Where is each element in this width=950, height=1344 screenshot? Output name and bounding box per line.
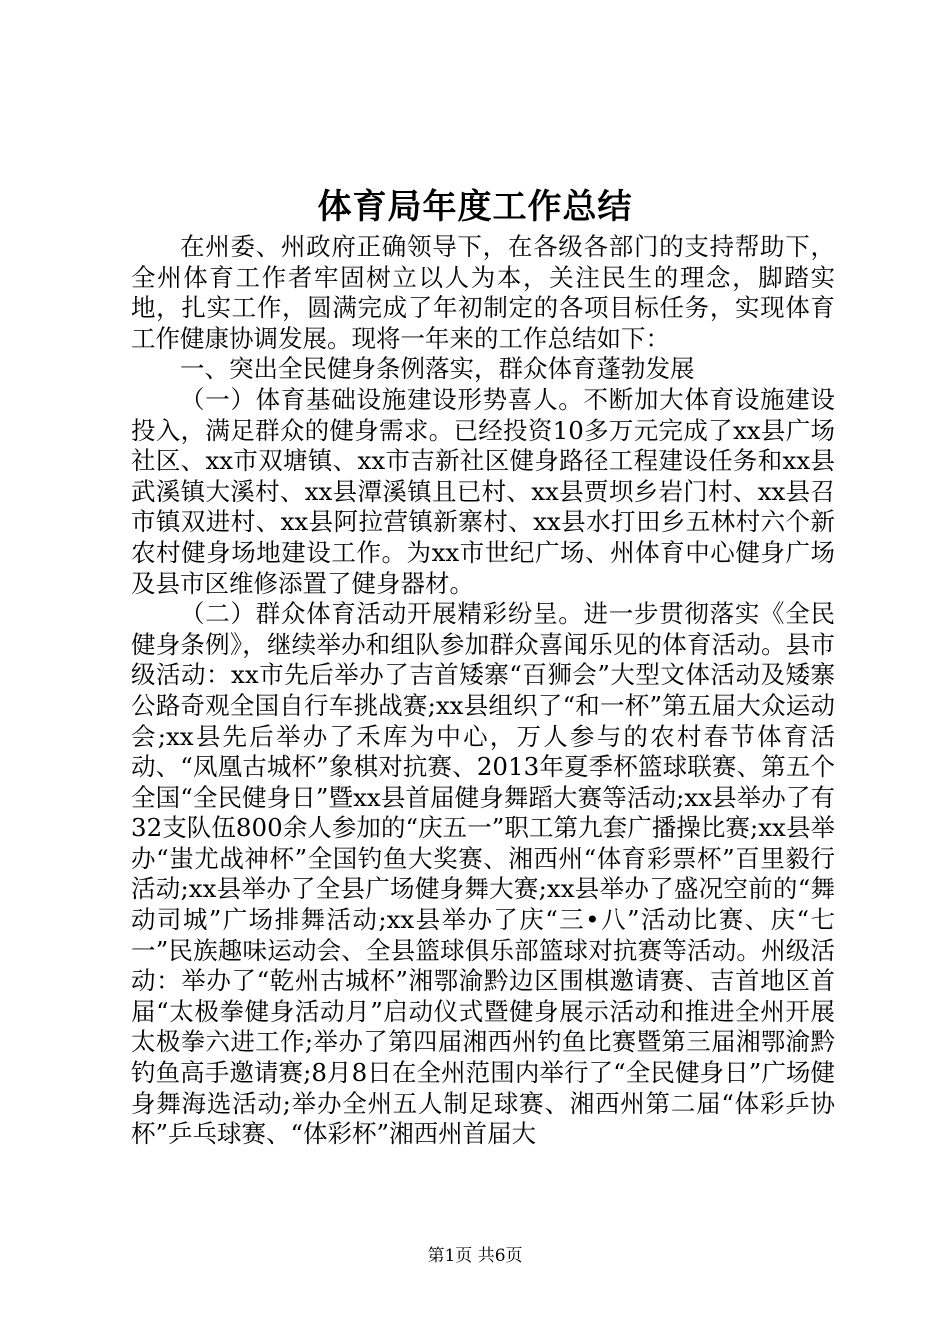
page-indicator: 第1页 共6页 bbox=[427, 1246, 523, 1266]
document-title: 体育局年度工作总结 bbox=[317, 187, 633, 227]
paragraph-intro: 在州委、州政府正确领导下，在各级各部门的支持帮助下，全州体育工作者牢固树立以人为本，关注民生的理念，脚踏实地，扎实工作，圆满完成了年初制定的各项目标任务，实现体育工作健康协调发展。现将一年来的工作总结如下： bbox=[131, 232, 835, 353]
document-body bbox=[131, 232, 835, 1150]
paragraph-facilities: （一）体育基础设施建设形势喜人。不断加大体育设施建设投入，满足群众的健身需求。已经投资10多万元完成了xx县广场社区、xx市双塘镇、xx市吉新社区健身路径工程建设任务和xx县武溪镇大溪村、xx县潭溪镇且已村、xx县贾坝乡岩门村、xx县召市镇双进村、xx县阿拉营镇新寨村、xx县水打田乡五林村六个新农村健身场地建设工作。为xx市世纪广场、州体育中心健身广场及县市区维修添置了健身器材。 bbox=[131, 384, 835, 598]
section-heading-1: 一、突出全民健身条例落实，群众体育蓬勃发展 bbox=[180, 354, 695, 384]
paragraph-activities: （二）群众体育活动开展精彩纷呈。进一步贯彻落实《全民健身条例》，继续举办和组队参加群众喜闻乐见的体育活动。县市级活动：xx市先后举办了吉首矮寨“百狮会”大型文体活动及矮寨公路奇观全国自行车挑战赛;xx县组织了“和一杯”第五届大众运动会;xx县先后举办了禾库为中心，万人参与的农村春节体育活动、“凤凰古城杯”象棋对抗赛、2013年夏季杯篮球联赛、第五个全国“全民健身日”暨xx县首届健身舞蹈大赛等活动;xx县举办了有32支队伍800余人参加的“庆五一”职工第九套广播操比赛;xx县举办“蚩尤战神杯”全国钓鱼大奖赛、湘西州“体育彩票杯”百里毅行活动;xx县举办了全县广场健身舞大赛;xx县举办了盛况空前的“舞动司城”广场排舞活动;xx县举办了庆“三•八”活动比赛、庆“七一”民族趣味运动会、全县篮球俱乐部篮球对抗赛等活动。州级活动：举办了“乾州古城杯”湘鄂渝黔边区围棋邀请赛、吉首地区首届“太极拳健身活动月”启动仪式暨健身展示活动和推进全州开展太极拳六进工作;举办了第四届湘西州钓鱼比赛暨第三届湘鄂渝黔钓鱼高手邀请赛;8月8日在全州范围内举行了“全民健身日”广场健身舞海选活动;举办全州五人制足球赛、湘西州第二届“体彩乒协杯”乒乓球赛、“体彩杯”湘西州首届大 bbox=[131, 599, 835, 1149]
